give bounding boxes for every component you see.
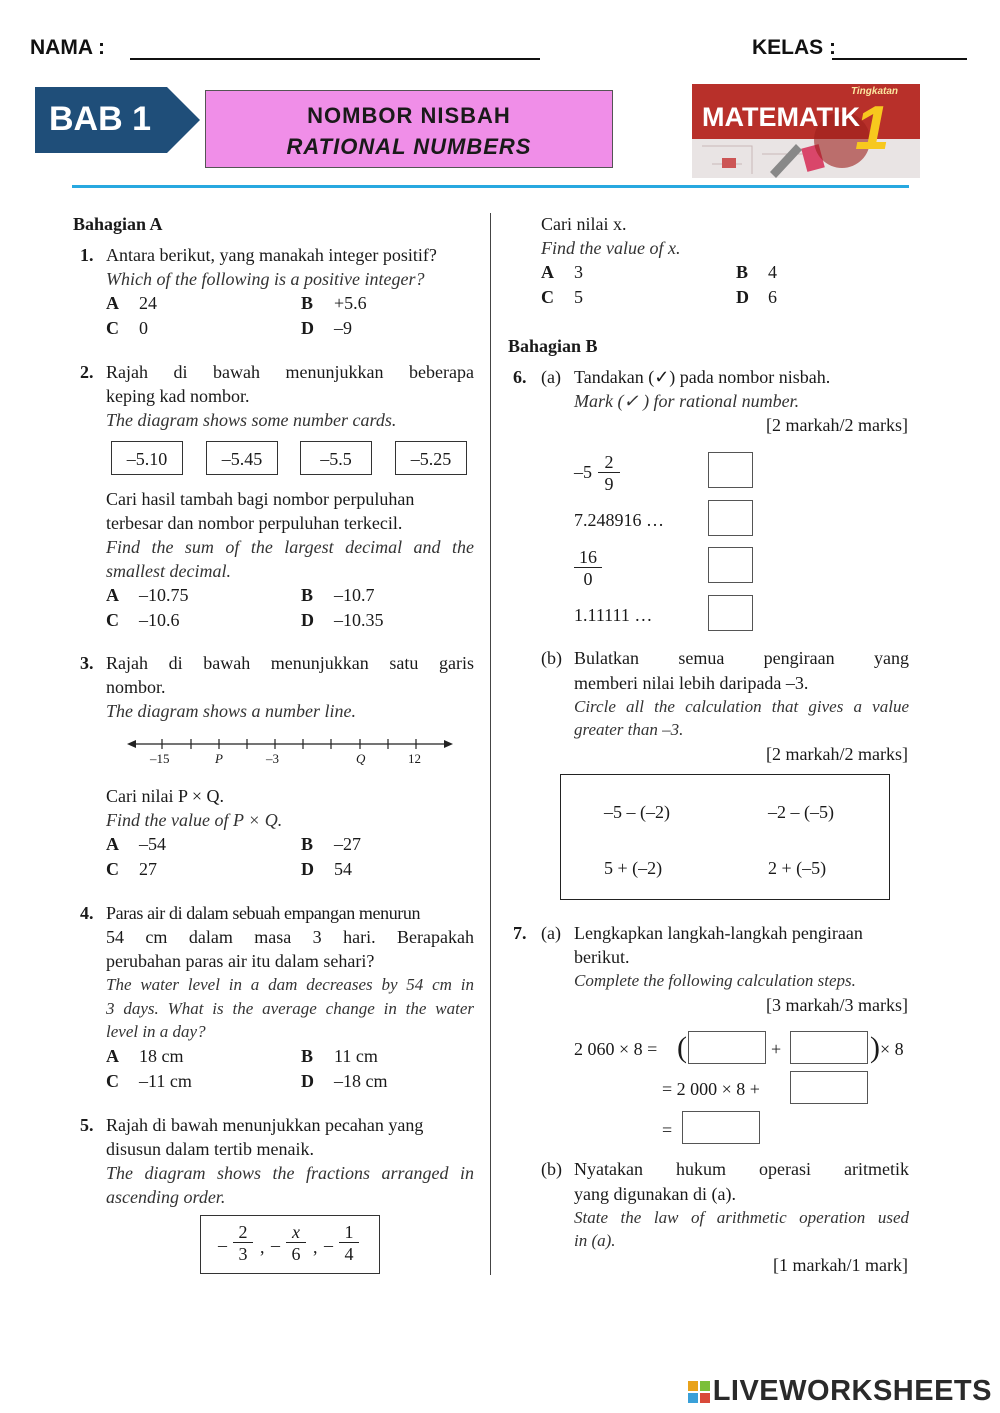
q3-number: 3. — [80, 653, 94, 673]
q3-text-ms-l2: nombor. — [106, 677, 166, 697]
liveworksheets-logo-icon — [688, 1378, 710, 1411]
fraction-denominator: 6 — [291, 1244, 301, 1264]
q1-option-a-letter: A — [106, 293, 119, 313]
q4-text-ms-l1: Paras air di dalam sebuah empangan menurun — [106, 903, 421, 923]
section-a-title: Bahagian A — [73, 214, 163, 234]
q5-question-en: Find the value of x. — [541, 238, 681, 258]
q6b-text-ms-l2: memberi nilai lebih daripada –3. — [574, 673, 809, 693]
q2-option-b[interactable]: –10.7 — [334, 585, 375, 605]
fraction-sign: – — [218, 1235, 227, 1255]
q5-option-a-letter: A — [541, 262, 554, 282]
q6b-marks: [2 markah/2 marks] — [766, 744, 908, 764]
calc-step1-plus: + — [771, 1039, 782, 1059]
q1-option-c-letter: C — [106, 318, 119, 338]
fraction — [286, 1222, 306, 1265]
nama-input-line[interactable] — [130, 36, 540, 60]
number-line-label: –15 — [150, 751, 170, 766]
calc-answer-box[interactable] — [790, 1071, 868, 1104]
mixed-number-fraction — [598, 452, 620, 495]
chapter-badge — [35, 87, 200, 153]
q1-option-d[interactable]: –9 — [334, 318, 352, 338]
logo-number: 1 — [855, 94, 890, 163]
q4-text-en-l2: 3 days. What is the average change in the water — [106, 999, 474, 1018]
fraction-numerator: 2 — [598, 452, 620, 473]
fraction-numerator: 2 — [233, 1222, 253, 1243]
mixed-number-whole: –5 — [574, 462, 592, 482]
calculation-option[interactable]: –5 – (–2) — [604, 802, 670, 822]
calc-answer-box[interactable] — [688, 1031, 766, 1064]
q2-number: 2. — [80, 362, 94, 382]
q2-question-en-l2: smallest decimal. — [106, 561, 231, 581]
q3-option-b[interactable]: –27 — [334, 834, 361, 854]
calc-step1-rhs: × 8 — [880, 1039, 904, 1059]
q2-option-d-letter: D — [301, 610, 314, 630]
q7a-text-ms-l1: Lengkapkan langkah-langkah pengiraan — [574, 923, 863, 943]
q7b-marks: [1 markah/1 mark] — [773, 1255, 908, 1275]
q5-question-ms: Cari nilai x. — [541, 214, 627, 234]
q2-option-a[interactable]: –10.75 — [139, 585, 189, 605]
header-rule — [72, 185, 909, 188]
kelas-label: KELAS : — [752, 36, 836, 59]
q4-text-en-l3: level in a day? — [106, 1022, 206, 1041]
q1-option-b-letter: B — [301, 293, 314, 313]
number-line — [125, 734, 455, 754]
q6a-marks: [2 markah/2 marks] — [766, 415, 908, 435]
rational-checkbox[interactable] — [708, 547, 753, 583]
q2-option-b-letter: B — [301, 585, 314, 605]
q4-text-en-l1: The water level in a dam decreases by 54 cm in — [106, 975, 474, 994]
q2-question-ms-l2: terbesar dan nombor perpuluhan terkecil. — [106, 513, 403, 533]
q4-number: 4. — [80, 903, 94, 923]
q3-option-d[interactable]: 54 — [334, 859, 352, 879]
column-divider — [490, 213, 491, 1275]
calc-step1-lhs: 2 060 × 8 = — [574, 1039, 658, 1059]
chapter-title-en: RATIONAL NUMBERS — [286, 134, 532, 159]
q6a-text-ms: Tandakan (✓) pada nombor nisbah. — [574, 367, 831, 387]
calculation-option[interactable]: 5 + (–2) — [604, 858, 663, 878]
q4-option-d[interactable]: –18 cm — [334, 1071, 388, 1091]
calc-answer-box[interactable] — [682, 1111, 760, 1144]
q2-question-en-l1: Find the sum of the largest decimal and the — [106, 537, 474, 557]
q5-option-d-letter: D — [736, 287, 749, 307]
rational-checkbox[interactable] — [708, 452, 753, 488]
q3-text-ms-l1: Rajah di bawah menunjukkan satu garis — [106, 653, 474, 673]
fraction-denominator: 4 — [344, 1244, 354, 1264]
footer-brand — [688, 1375, 992, 1411]
q3-option-b-letter: B — [301, 834, 314, 854]
calculation-option[interactable]: –2 – (–5) — [768, 802, 834, 822]
close-bracket: ) — [870, 1031, 880, 1064]
q5-option-c-letter: C — [541, 287, 554, 307]
q7b-text-en-l1: State the law of arithmetic operation used — [574, 1208, 909, 1227]
number-card: –5.45 — [206, 441, 278, 475]
q5-text-ms-l2: disusun dalam tertib menaik. — [106, 1139, 314, 1159]
nama-label: NAMA : — [30, 36, 106, 59]
q6b-text-en-l2: greater than –3. — [574, 720, 684, 739]
rational-item-text: 1.11111 … — [574, 605, 653, 625]
q2-option-d[interactable]: –10.35 — [334, 610, 384, 630]
section-b-title: Bahagian B — [508, 336, 598, 356]
q3-option-c-letter: C — [106, 859, 119, 879]
chapter-title-box — [205, 90, 613, 168]
fraction-sign: – — [324, 1235, 333, 1255]
q4-text-ms-l3: perubahan paras air itu dalam sehari? — [106, 951, 375, 971]
q3-option-d-letter: D — [301, 859, 314, 879]
q2-text-en: The diagram shows some number cards. — [106, 410, 397, 430]
q3-option-c[interactable]: 27 — [139, 859, 157, 879]
q4-option-a-letter: A — [106, 1046, 119, 1066]
q1-text-en: Which of the following is a positive integer? — [106, 269, 425, 289]
q1-option-d-letter: D — [301, 318, 314, 338]
q5-text-ms-l1: Rajah di bawah menunjukkan pecahan yang — [106, 1115, 424, 1135]
q4-option-a[interactable]: 18 cm — [139, 1046, 184, 1066]
number-card: –5.10 — [111, 441, 183, 475]
q3-option-a[interactable]: –54 — [139, 834, 166, 854]
calc-answer-box[interactable] — [790, 1031, 868, 1064]
q5-option-c[interactable]: 5 — [574, 287, 583, 307]
chapter-label: BAB 1 — [49, 100, 152, 138]
q2-option-c-letter: C — [106, 610, 119, 630]
q7b-text-ms-l2: yang digunakan di (a). — [574, 1184, 736, 1204]
rational-item-text: 7.248916 … — [574, 510, 664, 530]
q1-option-c[interactable]: 0 — [139, 318, 148, 338]
fraction-numerator: x — [286, 1222, 306, 1243]
q5-option-b[interactable]: 4 — [768, 262, 777, 282]
calc-step3: = — [662, 1120, 673, 1140]
q2-question-ms-l1: Cari hasil tambah bagi nombor perpuluhan — [106, 489, 415, 509]
q1-text-ms: Antara berikut, yang manakah integer positif? — [106, 245, 437, 265]
fraction — [339, 1222, 359, 1265]
improper-fraction — [574, 547, 602, 590]
q3-option-a-letter: A — [106, 834, 119, 854]
chapter-title-ms: NOMBOR NISBAH — [307, 103, 511, 128]
q2-option-a-letter: A — [106, 585, 119, 605]
q4-option-d-letter: D — [301, 1071, 314, 1091]
fraction-numerator: 1 — [339, 1222, 359, 1243]
footer-brand-text: LIVEWORKSHEETS — [712, 1375, 992, 1407]
q6b-text-ms-l1: Bulatkan semua pengiraan yang — [574, 648, 909, 668]
kelas-input-line[interactable] — [832, 36, 967, 60]
q4-option-c-letter: C — [106, 1071, 119, 1091]
q5-option-d[interactable]: 6 — [768, 287, 777, 307]
open-bracket: ( — [677, 1031, 687, 1064]
calculation-option[interactable]: 2 + (–5) — [768, 858, 827, 878]
q7b-label: (b) — [541, 1159, 562, 1179]
q2-text-ms-l2: keping kad nombor. — [106, 386, 250, 406]
q7b-text-en-l2: in (a). — [574, 1231, 616, 1250]
q4-option-b-letter: B — [301, 1046, 314, 1066]
q6b-label: (b) — [541, 648, 562, 668]
number-card: –5.25 — [395, 441, 467, 475]
fraction-denominator: 3 — [238, 1244, 248, 1264]
calculation-box — [560, 774, 890, 900]
q5-option-b-letter: B — [736, 262, 749, 282]
textbook-logo — [692, 84, 920, 178]
fraction-separator: , — [313, 1237, 318, 1257]
q1-number: 1. — [80, 245, 94, 265]
number-line-label: Q — [356, 751, 366, 766]
q5-number: 5. — [80, 1115, 94, 1135]
q6a-label: (a) — [541, 367, 561, 387]
rational-checkbox[interactable] — [708, 595, 753, 631]
q6a-text-en: Mark (✓ ) for rational number. — [574, 391, 800, 411]
q4-option-c[interactable]: –11 cm — [139, 1071, 192, 1091]
rational-checkbox[interactable] — [708, 500, 753, 536]
calc-step2: = 2 000 × 8 + — [662, 1079, 760, 1099]
number-line-label: 12 — [408, 751, 421, 766]
q3-question-en: Find the value of P × Q. — [106, 810, 283, 830]
q1-option-b[interactable]: +5.6 — [334, 293, 367, 313]
q2-text-ms-l1: Rajah di bawah menunjukkan beberapa — [106, 362, 474, 382]
number-line-label: –3 — [266, 751, 279, 766]
number-card: –5.5 — [300, 441, 372, 475]
q6-number: 6. — [513, 367, 527, 387]
q7a-text-ms-l2: berikut. — [574, 947, 630, 967]
q7-number: 7. — [513, 923, 527, 943]
q7b-text-ms-l1: Nyatakan hukum operasi aritmetik — [574, 1159, 909, 1179]
q5-option-a[interactable]: 3 — [574, 262, 583, 282]
q4-text-ms-l2: 54 cm dalam masa 3 hari. Berapakah — [106, 927, 474, 947]
logo-level: Tingkatan — [850, 86, 898, 97]
q1-option-a[interactable]: 24 — [139, 293, 157, 313]
fraction — [233, 1222, 253, 1265]
q2-option-c[interactable]: –10.6 — [139, 610, 180, 630]
q5-text-en-l2: ascending order. — [106, 1187, 226, 1207]
q7a-text-en: Complete the following calculation steps. — [574, 971, 856, 990]
fraction-separator: , — [260, 1237, 265, 1257]
q7a-label: (a) — [541, 923, 561, 943]
q7a-marks: [3 markah/3 marks] — [766, 995, 908, 1015]
fraction-denominator: 0 — [583, 569, 593, 589]
fraction-denominator: 9 — [604, 474, 614, 494]
q5-text-en-l1: The diagram shows the fractions arranged in — [106, 1163, 474, 1183]
q4-option-b[interactable]: 11 cm — [334, 1046, 378, 1066]
number-line-label: P — [215, 751, 223, 766]
q6b-text-en-l1: Circle all the calculation that gives a value — [574, 697, 909, 716]
fraction-sign: – — [271, 1235, 280, 1255]
q3-text-en: The diagram shows a number line. — [106, 701, 357, 721]
q3-question-ms: Cari nilai P × Q. — [106, 786, 224, 806]
logo-title: MATEMATIK — [702, 102, 860, 132]
fraction-numerator: 16 — [574, 547, 602, 568]
